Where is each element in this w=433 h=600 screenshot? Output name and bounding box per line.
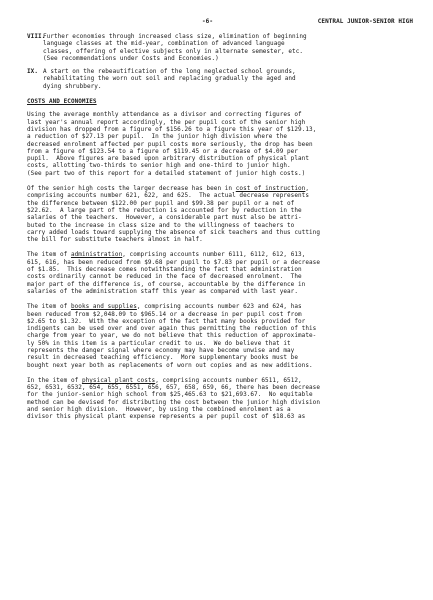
school-name: CENTRAL JUNIOR-SENIOR HIGH (317, 18, 413, 25)
text-line: for the junior-senior high school from $25,465.63 to $21,693.67. No equitable (27, 391, 313, 399)
text-line: division has dropped from a figure of $156.26 to a figure this year of $129.13, (27, 125, 317, 133)
text-line: of $1.85. This decrease comes notwithstanding the fact that administration (27, 266, 302, 274)
text-line: major part of the difference is, of course, accountable by the difference in (27, 280, 306, 288)
text-line: the difference between $122.00 per pupil and $99.38 per pupil or a net of (27, 199, 295, 207)
paragraph (27, 111, 413, 177)
paragraph (27, 251, 413, 295)
list-item-text (43, 33, 413, 62)
text-line: and senior high division. However, by using the combined enrolment as a (27, 406, 291, 414)
page-number: -6- (202, 18, 213, 25)
list-item-number: IX. (27, 68, 38, 76)
report-body (27, 111, 413, 420)
list-item-text (43, 68, 413, 90)
text-line: $22.62. A large part of the reduction is accounted for by reduction in the (27, 206, 302, 214)
text-line: The item of administration, comprising accounts number 6111, 6112, 612, 613, (27, 251, 306, 259)
text-line: costs ordinarily cannot be reduced in the face of decreased enrolment. The (27, 273, 302, 281)
text-line: represents the danger signal where economy may have become unwise and may (27, 346, 295, 354)
text-line: a reduction of $27.13 per pupil. In the junior high division where the (27, 133, 288, 141)
text-line: carry added loads toward supplying the absence of sick teachers and thus cutting (27, 228, 320, 236)
text-line: $2.65 to $1.32. With the exception of the fact that many books provided for (27, 317, 306, 325)
text-line: method can be devised for distributing the cost between the junior high division (27, 398, 320, 406)
paragraph (27, 377, 413, 421)
text-line: indigents can be used over and over again thus permitting the reduction of this (27, 325, 317, 333)
underlined-term: books and supplies (70, 303, 137, 311)
text-line: salaries of the teachers. However, a considerable part must also be attri- (27, 214, 302, 222)
text-line: divisor this physical plant expense represents a per pupil cost of $18.63 as (27, 413, 306, 421)
text-line: charge from year to year, we do not believe that this reduction of approximate- (27, 332, 317, 340)
list-item-number: VIII. (27, 33, 46, 40)
section-heading: COSTS AND ECONOMIES (27, 98, 97, 106)
underlined-term: cost of instruction (235, 185, 306, 193)
text-line: ly 50% in this item is a particular credit to us. We do believe that it (27, 339, 291, 347)
text-line: In the item of physical plant costs, comprising accounts number 6511, 6512, (27, 376, 302, 384)
paragraph (27, 303, 413, 369)
text-line: dying shrubbery. (43, 82, 102, 90)
text-line: result in decreased teaching efficiency. More supplementary books must be (27, 354, 299, 362)
text-line: salaries of the administration staff this year as compared with last year. (27, 287, 299, 295)
text-line: A start on the rebeautification of the long neglected school grounds, (43, 68, 296, 76)
text-line: been reduced from $2,048.09 to $965.14 or a decrease in per pupil cost from (27, 310, 302, 318)
list-item (27, 33, 413, 62)
text-line: comprising accounts number 621, 622, and 625. The actual decrease represents (27, 192, 309, 200)
text-line: Further economies through increased class size, elimination of beginning (43, 33, 307, 40)
text-line: Of the senior high costs the larger decrease has been in cost of instruction, (27, 185, 310, 193)
text-line: bought next year both as replacements of worn out copies and as new additions. (27, 361, 313, 369)
text-line: the bill for substitute teachers almost in half. (27, 236, 203, 244)
text-line: (See part two of this report for a detailed statement of junior high costs.) (27, 169, 306, 177)
list-item (27, 68, 413, 90)
text-line: from a figure of $123.54 to a figure of $119.45 or a decrease of $4.09 per (27, 147, 299, 155)
text-line: costs, allotting two-thirds to senior high and one-third to junior high. (27, 162, 291, 170)
text-line: The item of books and supplies, comprising accounts number 623 and 624, has (27, 303, 302, 311)
text-line: rehabilitating the worn out soil and replacing gradually the aged and (43, 75, 296, 83)
text-line: (See recommendations under Costs and Economies.) (43, 54, 219, 62)
underlined-term: physical plant costs (81, 376, 156, 384)
text-line: 615, 616, has been reduced from $9.68 per pupil to $7.83 per pupil or a decrease (27, 258, 320, 266)
text-line: Using the average monthly attendance as a divisor and correcting figures of (27, 111, 302, 119)
text-line: 652, 6531, 6532, 654, 655, 6551, 656, 657, 658, 659, 66, there has been decrease (27, 384, 320, 392)
text-line: decreased enrolment affected per pupil costs more seriously, the drop has been (27, 140, 313, 148)
numbered-list (27, 33, 413, 90)
text-line: pupil. Above figures are based upon arbitrary distribution of physical plant (27, 155, 309, 163)
text-line: buted to the increase in class size and to the willingness of teachers to (27, 221, 295, 229)
text-line: language classes at the mid-year, combination of advanced language (43, 40, 285, 48)
text-line: last year's annual report accordingly, the per pupil cost of the senior high (27, 118, 306, 126)
text-line: classes, offering of elective subjects only in alternate semester, etc. (43, 47, 304, 55)
page-header (27, 18, 413, 27)
underlined-term: administration (70, 251, 123, 259)
paragraph (27, 185, 413, 243)
